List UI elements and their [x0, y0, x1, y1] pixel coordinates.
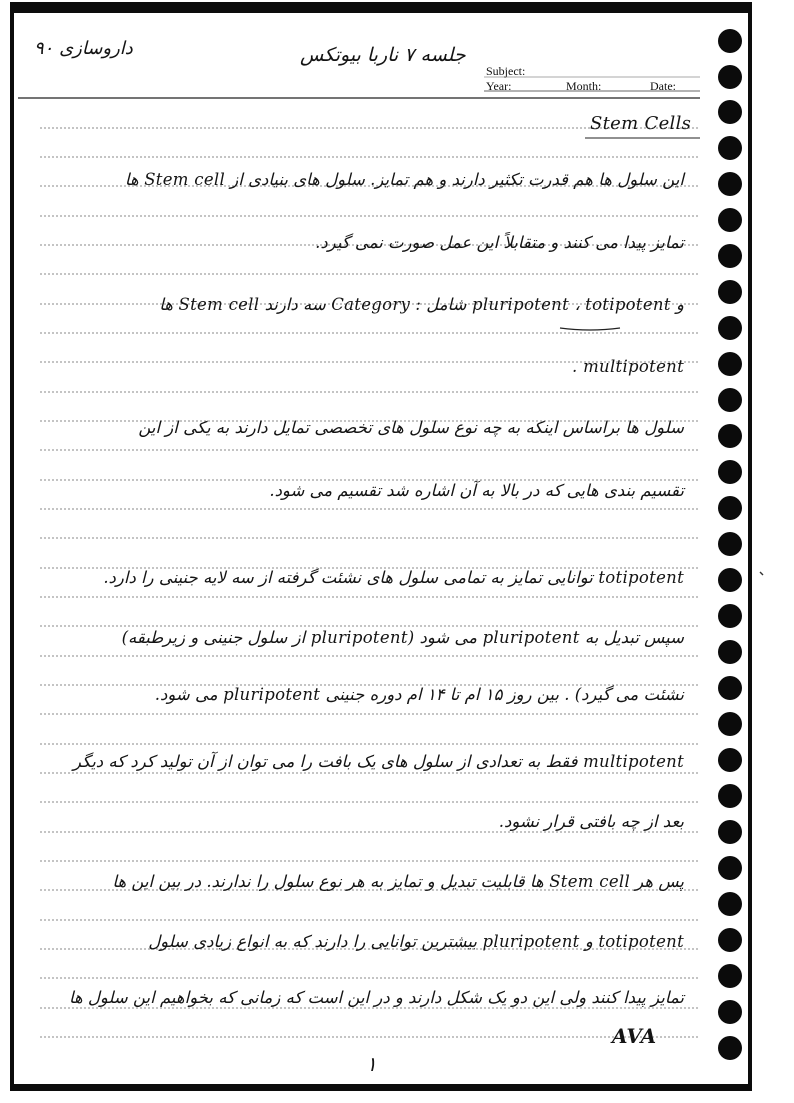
note-line: سپس تبدیل به pluripotent می شود (pluripotent از سلول جنینی و زیرطبقه): [121, 628, 684, 647]
binding-ring: [718, 712, 742, 736]
binding-ring: [718, 136, 742, 160]
binding-ring: [718, 748, 742, 772]
binding-ring: [718, 29, 742, 53]
binding-ring: [718, 352, 742, 376]
note-line: multipotent فقط به تعدادی از سلول های یک بافت را می توان از آن تولید کرد که دیگر: [73, 752, 684, 771]
course-label: داروسازی ۹۰: [34, 38, 133, 59]
binding-ring: [718, 604, 742, 628]
note-line: تمایز پیدا کنند ولی این دو یک شکل دارند و در این است که زمانی که بخواهیم این سلول ها: [68, 988, 684, 1007]
binding-ring: [718, 856, 742, 880]
binding-ring: [718, 172, 742, 196]
month-label: Month:: [566, 79, 602, 93]
signature: AVA: [612, 1024, 657, 1048]
binding-ring: [718, 676, 742, 700]
binding-ring: [718, 1000, 742, 1024]
binding-ring: [718, 640, 742, 664]
note-line: تقسیم بندی هایی که در بالا به آن اشاره شد تقسیم می شود.: [269, 481, 684, 500]
notes-heading: Stem Cells: [590, 113, 692, 134]
binding-ring: [718, 892, 742, 916]
binding-ring: [718, 244, 742, 268]
binding-ring: [718, 820, 742, 844]
binding-ring: [718, 460, 742, 484]
binding-ring: [718, 1036, 742, 1060]
binding-ring: [718, 496, 742, 520]
note-line: و pluripotent ، totipotent شامل : Category سه دارند Stem cell ها: [159, 295, 684, 314]
binding-ring: [718, 208, 742, 232]
note-line: بعد از چه بافتی قرار نشود.: [498, 812, 684, 831]
binding-ring: [718, 316, 742, 340]
page-number: ۱: [366, 1052, 377, 1076]
date-label: Date:: [650, 79, 676, 93]
subject-label: Subject:: [486, 64, 526, 78]
note-line: تمایز پیدا می کنند و متقابلاً این عمل صورت نمی گیرد.: [315, 233, 684, 252]
note-line: totipotent و pluripotent بیشترین توانایی را دارند که به انواع زیادی سلول: [148, 932, 684, 951]
note-line: پس هر Stem cell ها قابلیت تبدیل و تمایز به هر نوع سلول را ندارند. در بین این ها: [112, 872, 684, 891]
note-line: این سلول ها هم قدرت تکثیر دارند و هم تمایز. سلول های بنیادی از Stem cell ها: [124, 170, 684, 189]
binding-ring: [718, 964, 742, 988]
note-line: سلول ها براساس اینکه به چه نوع سلول های تخصصی تمایل دارند به یکی از این: [138, 418, 684, 437]
session-title: جلسه ۷ ناربا بیوتکس: [300, 44, 466, 66]
binding-ring: [718, 100, 742, 124]
year-label: Year:: [486, 79, 512, 93]
binding-ring: [718, 280, 742, 304]
binding-ring: [718, 532, 742, 556]
binding-ring: [718, 388, 742, 412]
note-line: نشئت می گیرد) . بین روز ۱۵ ام تا ۱۴ ام دوره جنینی pluripotent می شود.: [154, 685, 684, 704]
binding-ring: [718, 424, 742, 448]
binding-ring: [718, 568, 742, 592]
binding-ring: [718, 928, 742, 952]
binding-ring: [718, 65, 742, 89]
note-line: multipotent .: [572, 357, 684, 376]
binding-ring: [718, 784, 742, 808]
note-line: totipotent توانایی تمایز به تمامی سلول های نشئت گرفته از سه لایه جنینی را دارد.: [103, 568, 684, 587]
